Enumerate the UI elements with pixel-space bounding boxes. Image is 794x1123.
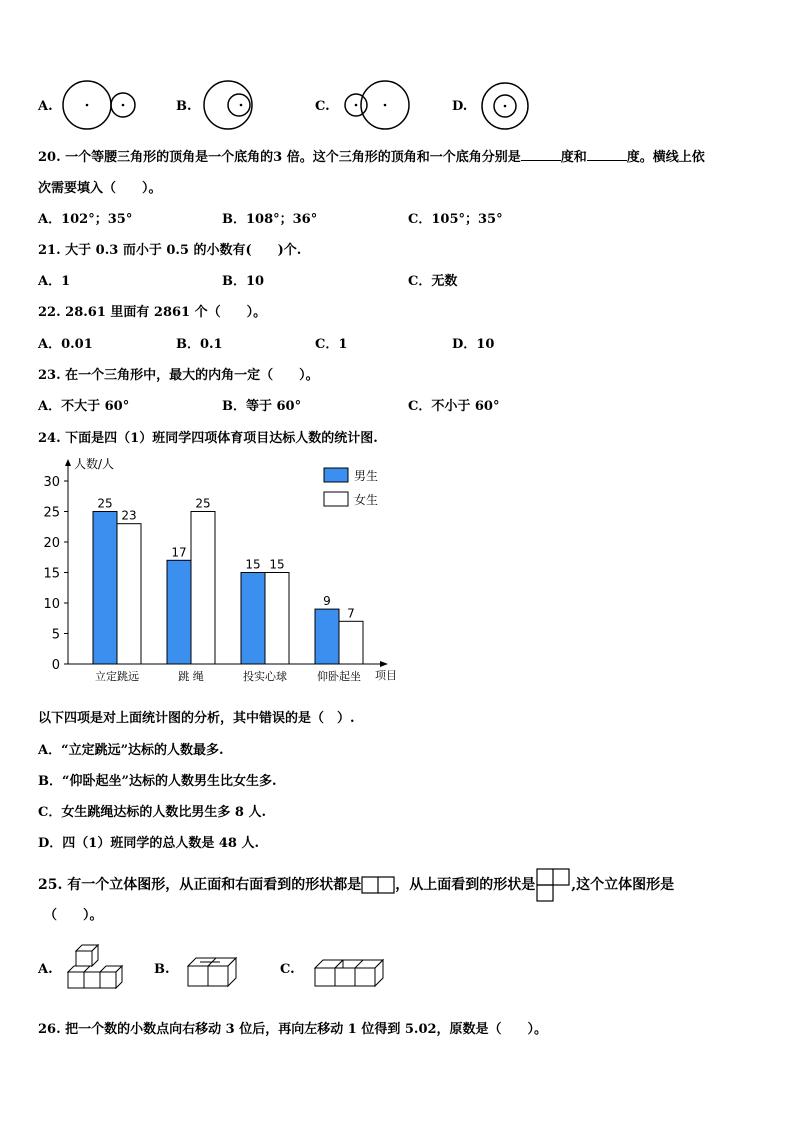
bar — [241, 573, 265, 665]
question-26 — [38, 1018, 547, 1037]
bar — [191, 512, 215, 665]
option-a[interactable]: A．不大于 60° — [38, 399, 130, 414]
question-number: 20. — [38, 150, 61, 165]
y-tick-label: 5 — [51, 627, 60, 643]
option-a[interactable]: A．“立定跳远”达标的人数最多. — [38, 743, 224, 758]
bar — [265, 573, 289, 665]
legend-label: 男生 — [354, 469, 379, 483]
answer-blank[interactable] — [521, 150, 561, 161]
option-a[interactable]: A．102°；35° — [38, 212, 133, 227]
y-tick-label: 20 — [43, 536, 60, 551]
circles-figure-b — [202, 78, 262, 134]
legend-swatch — [324, 468, 348, 482]
data-label: 7 — [347, 606, 355, 621]
cube-figure-c[interactable] — [313, 956, 385, 990]
cube-figure-b[interactable] — [186, 956, 242, 990]
y-axis-arrow — [65, 459, 71, 466]
question-number: 25. — [38, 877, 63, 893]
legend-swatch — [324, 492, 348, 506]
option-b[interactable]: B．“仰卧起坐”达标的人数男生比女生多. — [38, 774, 277, 789]
question-text: ，从上面看到的形状是 — [395, 877, 536, 893]
y-tick-label: 25 — [43, 505, 60, 521]
data-label: 15 — [245, 557, 261, 572]
option-d[interactable]: D．四（1）班同学的总人数是 48 人. — [38, 836, 259, 851]
data-label: 17 — [171, 545, 187, 560]
question-text: 大于 0.3 而小于 0.5 的小数有( )个. — [65, 243, 302, 258]
question-20-line2: 次需要填入（ ）。 — [38, 181, 162, 196]
question-text: 在一个三角形中，最大的内角一定（ ）。 — [65, 368, 319, 383]
front-view-shape — [361, 875, 395, 895]
answer-blank[interactable] — [587, 150, 627, 161]
y-tick-label: 30 — [43, 475, 60, 490]
option-b[interactable]: B．10 — [222, 274, 265, 289]
question-number: 26. — [38, 1022, 61, 1037]
option-c-label: C. — [315, 99, 330, 114]
data-label: 15 — [269, 557, 285, 572]
question-text: 有一个立体图形，从正面和右面看到的形状都是 — [67, 877, 362, 893]
x-axis-label: 项目 — [375, 669, 397, 682]
option-d[interactable]: D．10 — [452, 337, 495, 352]
x-tick-label: 跳 绳 — [178, 670, 204, 683]
option-c-label[interactable]: C. — [280, 962, 295, 977]
option-c[interactable]: C．105°；35° — [408, 212, 503, 227]
question-23 — [38, 364, 319, 383]
legend-label: 女生 — [354, 493, 379, 507]
question-20 — [38, 146, 705, 165]
question-text: 一个等腰三角形的顶角是一个底角的3 倍。这个三角形的顶角和一个底角分别是 — [65, 150, 521, 165]
bar — [117, 524, 141, 664]
option-c[interactable]: C．1 — [315, 337, 348, 352]
question-text: 度和 — [560, 150, 587, 165]
data-label: 9 — [323, 594, 331, 609]
question-text: ,这个立体图形是 — [571, 877, 675, 893]
x-axis-arrow — [380, 661, 388, 667]
option-b[interactable]: B．等于 60° — [222, 399, 302, 414]
option-b[interactable]: B．0.1 — [176, 337, 223, 352]
option-b[interactable]: B．108°；36° — [222, 212, 318, 227]
option-c[interactable]: C．女生跳绳达标的人数比男生多 8 人. — [38, 805, 266, 820]
circles-figure-d — [478, 80, 532, 134]
bar-chart — [40, 450, 410, 690]
question-24-prompt: 以下四项是对上面统计图的分析，其中错误的是（ ）. — [38, 711, 355, 726]
circles-figure-c — [340, 78, 414, 134]
option-d-label: D. — [452, 99, 468, 114]
top-view-shape — [535, 867, 571, 903]
question-number: 24. — [38, 431, 61, 446]
y-axis-label: 人数/人 — [74, 457, 115, 471]
question-text: 下面是四（1）班同学四项体育项目达标人数的统计图. — [65, 431, 378, 446]
question-21 — [38, 239, 301, 258]
circles-figure-a — [60, 78, 140, 134]
bar — [315, 609, 339, 664]
option-a[interactable]: A．0.01 — [38, 337, 93, 352]
y-tick-label: 0 — [51, 658, 60, 673]
question-22 — [38, 301, 266, 320]
question-text: 把一个数的小数点向右移动 3 位后，再向左移动 1 位得到 5.02，原数是（ ）。 — [65, 1022, 548, 1037]
cube-figure-a[interactable] — [64, 943, 124, 993]
question-24 — [38, 427, 378, 446]
question-text: 度。横线上依 — [626, 150, 705, 165]
x-tick-label: 仰卧起坐 — [317, 670, 361, 683]
question-text: 28.61 里面有 2861 个（ ）。 — [65, 305, 267, 320]
question-number: 23. — [38, 368, 61, 383]
question-number: 22. — [38, 305, 61, 320]
y-tick-label: 15 — [43, 566, 60, 582]
option-a[interactable]: A．1 — [38, 274, 71, 289]
option-c[interactable]: C．不小于 60° — [408, 399, 500, 414]
x-tick-label: 投实心球 — [243, 670, 287, 683]
question-25 — [38, 867, 674, 903]
question-25-line2: （ ）。 — [44, 908, 103, 923]
bar — [339, 621, 363, 664]
y-tick-label: 10 — [43, 597, 60, 612]
option-c[interactable]: C．无数 — [408, 274, 458, 289]
option-a-label: A. — [38, 99, 53, 114]
data-label: 23 — [121, 508, 137, 523]
data-label: 25 — [195, 496, 211, 511]
data-label: 25 — [97, 496, 113, 511]
question-number: 21. — [38, 243, 61, 258]
bar — [93, 512, 117, 665]
bar — [167, 560, 191, 664]
option-b-label: B. — [176, 99, 192, 114]
option-a-label[interactable]: A. — [38, 962, 53, 977]
x-tick-label: 立定跳远 — [95, 670, 139, 683]
option-b-label[interactable]: B. — [154, 962, 170, 977]
